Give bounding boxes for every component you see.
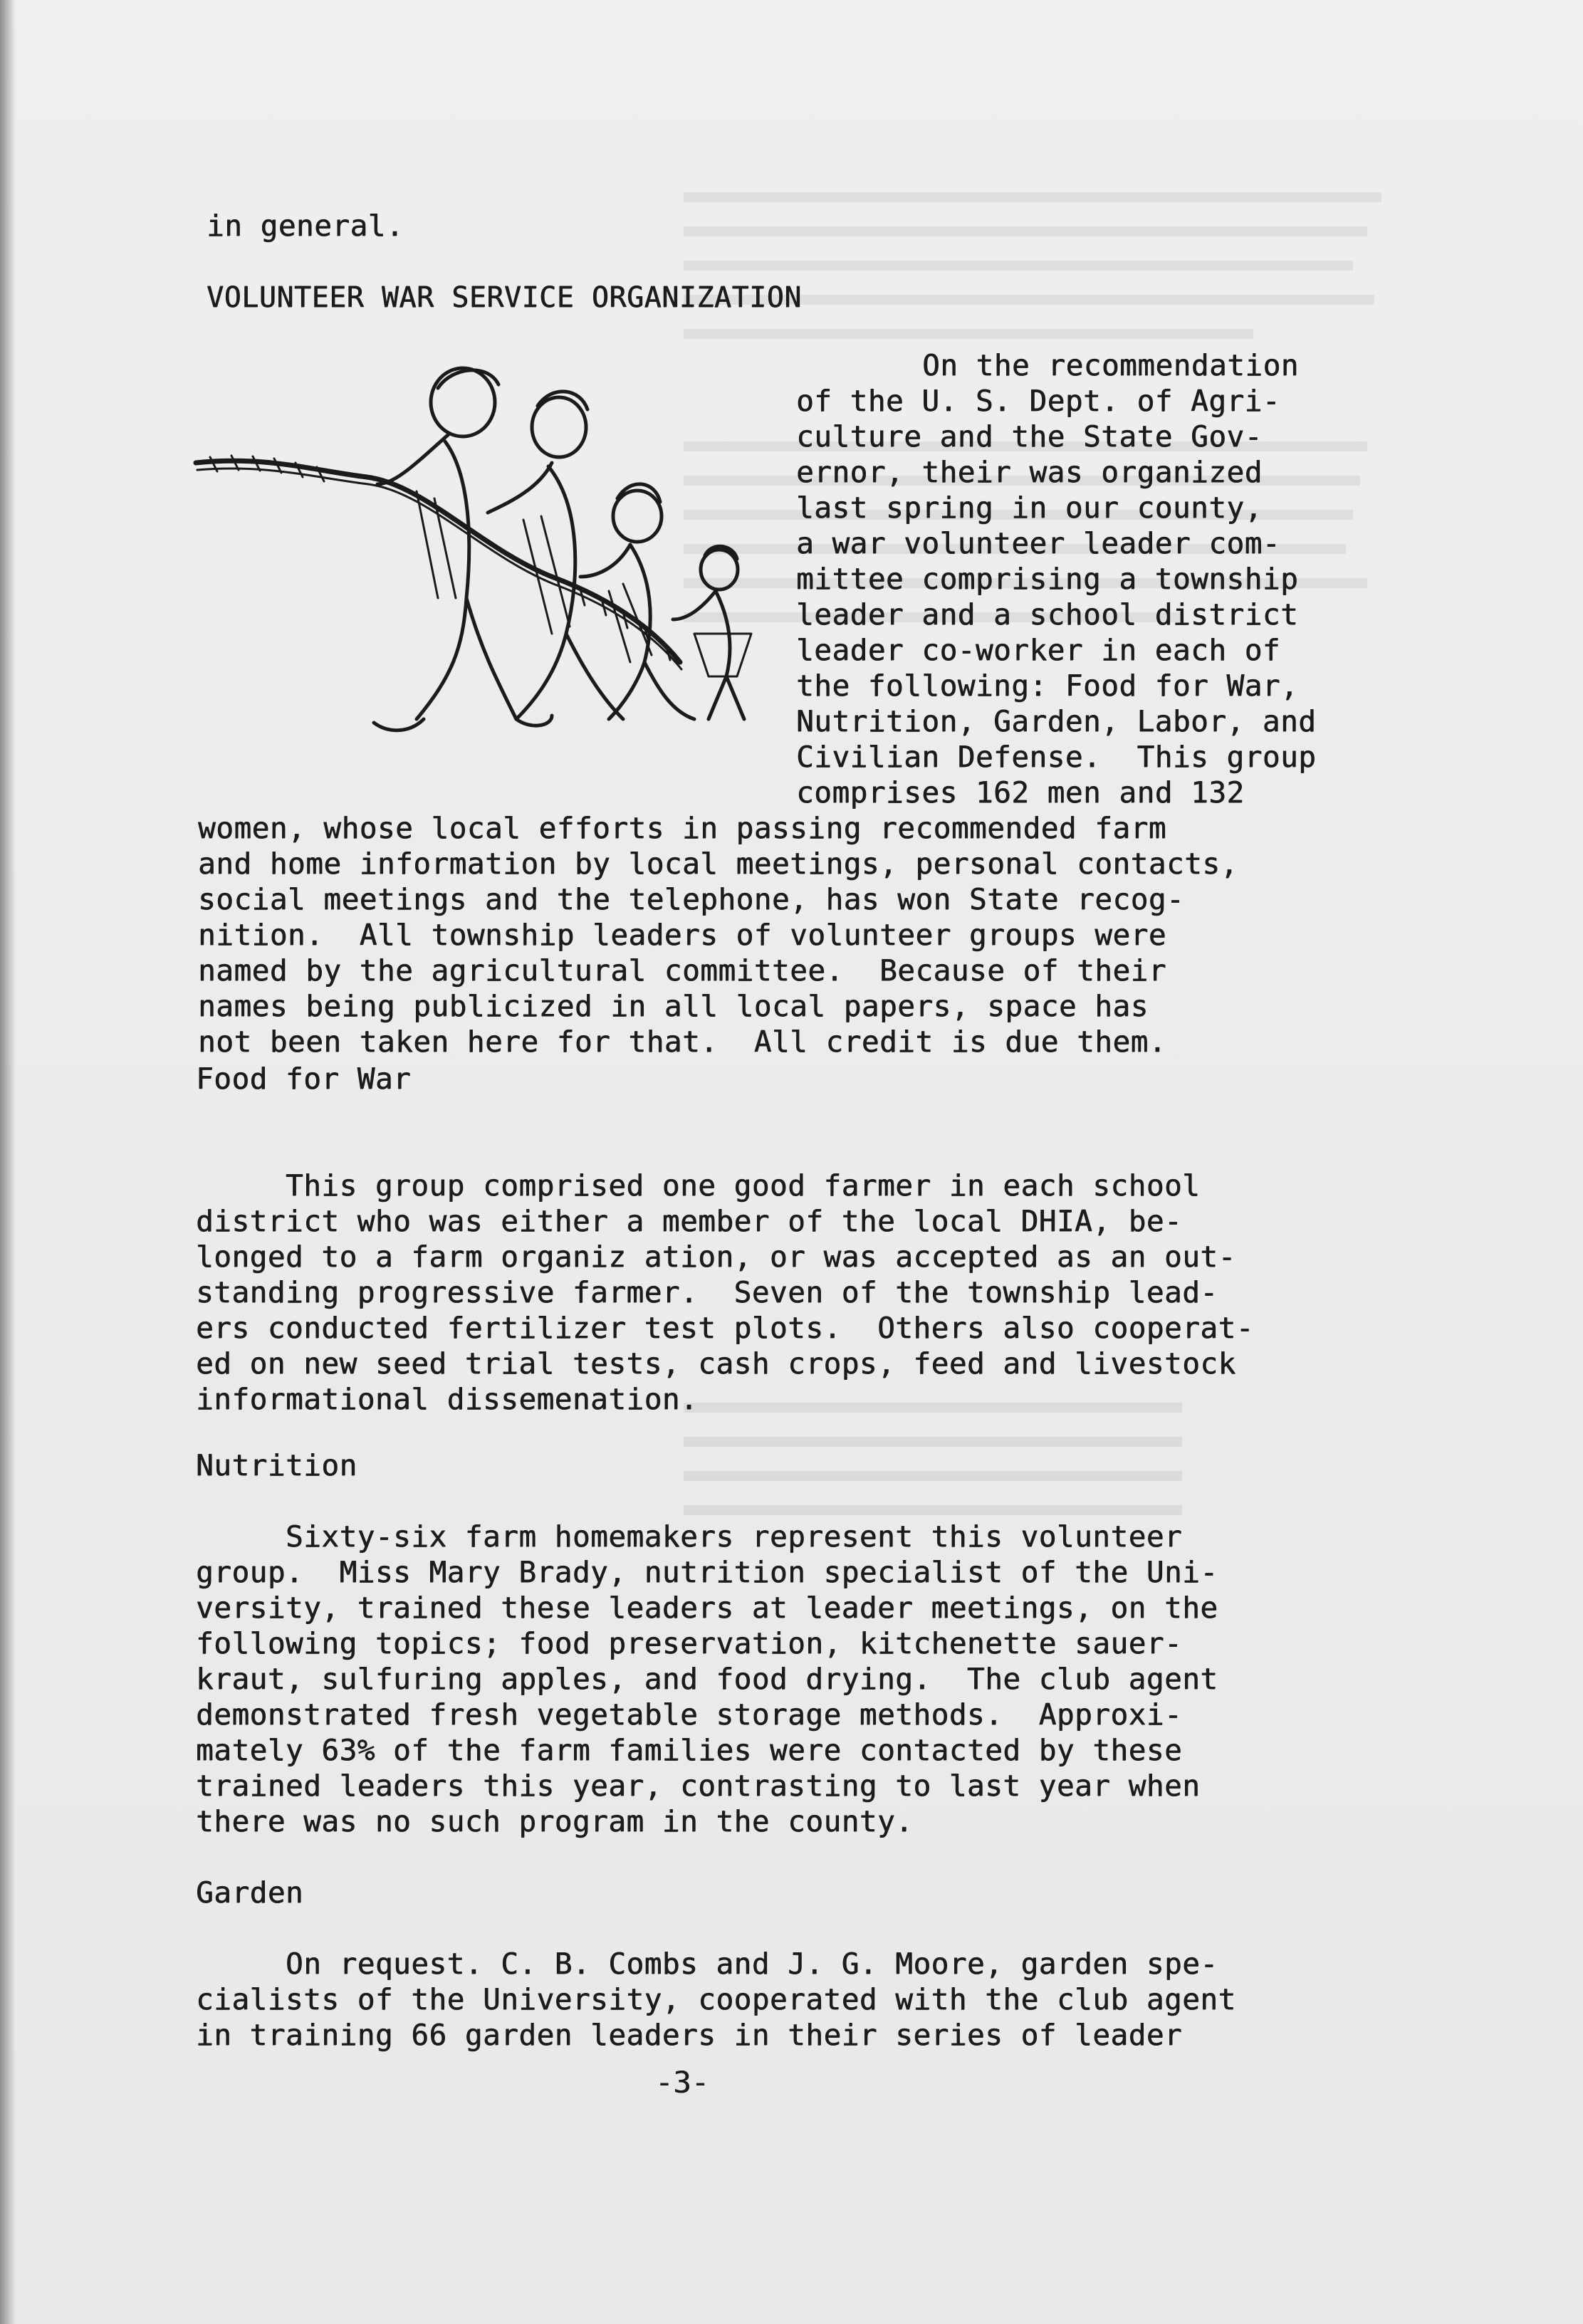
- food-line: This group comprised one good farmer in each school: [196, 1168, 1201, 1203]
- section-title: VOLUNTEER WAR SERVICE ORGANIZATION: [207, 281, 802, 314]
- intro-column-line: last spring in our county,: [796, 491, 1263, 525]
- intro-column-line: leader co-worker in each of: [796, 633, 1280, 667]
- nutrition-line: demonstrated fresh vegetable storage methods. Approxi-: [196, 1697, 1183, 1732]
- intro-line: nition. All township leaders of volunteer groups were: [198, 918, 1166, 952]
- intro-column-line: a war volunteer leader com-: [796, 526, 1280, 560]
- nutrition-line: following topics; food preservation, kitchenette sauer-: [196, 1626, 1183, 1660]
- food-line: standing progressive farmer. Seven of the township lead-: [196, 1275, 1218, 1309]
- intro-column-line: culture and the State Gov-: [796, 419, 1263, 454]
- intro-column-line: On the recommendation: [922, 348, 1299, 382]
- intro-column-line: the following: Food for War,: [796, 669, 1299, 703]
- intro-column-line: comprises 162 men and 132: [796, 775, 1245, 810]
- intro-column-line: mittee comprising a township: [796, 562, 1299, 596]
- intro-column-line: Civilian Defense. This group: [796, 740, 1317, 774]
- scan-edge-shadow: [0, 0, 16, 2324]
- nutrition-line: versity, trained these leaders at leader meetings, on the: [196, 1591, 1218, 1625]
- intro-line: names being publicized in all local papers, space has: [198, 989, 1149, 1023]
- food-line: district who was either a member of the local DHIA, be-: [196, 1204, 1183, 1238]
- intro-line: named by the agricultural committee. Because of their: [198, 953, 1166, 988]
- page-number: -3-: [655, 2065, 709, 2100]
- garden-line: On request. C. B. Combs and J. G. Moore, garden spe-: [196, 1947, 1218, 1981]
- nutrition-line: there was no such program in the county.: [196, 1804, 914, 1838]
- food-line: informational dissemenation.: [196, 1382, 699, 1416]
- nutrition-line: group. Miss Mary Brady, nutrition specialist of the Uni-: [196, 1555, 1218, 1589]
- nutrition-heading: Nutrition: [196, 1448, 357, 1482]
- nutrition-line: trained leaders this year, contrasting to last year when: [196, 1769, 1201, 1803]
- intro-line: not been taken here for that. All credit is due them.: [198, 1025, 1166, 1059]
- garden-line: cialists of the University, cooperated with the club agent: [196, 1982, 1236, 2016]
- garden-line: in training 66 garden leaders in their series of leader: [196, 2018, 1183, 2052]
- intro-line: and home information by local meetings, personal contacts,: [198, 847, 1238, 881]
- food-line: ers conducted fertilizer test plots. Others also cooperat-: [196, 1311, 1254, 1345]
- intro-line: social meetings and the telephone, has won State recog-: [198, 882, 1185, 916]
- intro-column-line: ernor, their was organized: [796, 455, 1263, 489]
- intro-column-line: Nutrition, Garden, Labor, and: [796, 704, 1317, 738]
- food-line: longed to a farm organiz ation, or was accepted as an out-: [196, 1240, 1236, 1274]
- intro-text: in general.: [207, 209, 404, 243]
- rope-pull-illustration: [182, 363, 808, 762]
- food-for-war-heading: Food for War: [196, 1062, 412, 1096]
- intro-column-line: of the U. S. Dept. of Agri-: [796, 384, 1280, 418]
- food-line: ed on new seed trial tests, cash crops, feed and livestock: [196, 1346, 1236, 1381]
- intro-column-line: leader and a school district: [796, 597, 1299, 632]
- nutrition-line: Sixty-six farm homemakers represent this volunteer: [196, 1519, 1183, 1554]
- nutrition-line: kraut, sulfuring apples, and food drying. The club agent: [196, 1662, 1218, 1696]
- intro-line: women, whose local efforts in passing recommended farm: [198, 811, 1166, 845]
- garden-heading: Garden: [196, 1875, 304, 1910]
- nutrition-line: mately 63% of the farm families were contacted by these: [196, 1733, 1183, 1767]
